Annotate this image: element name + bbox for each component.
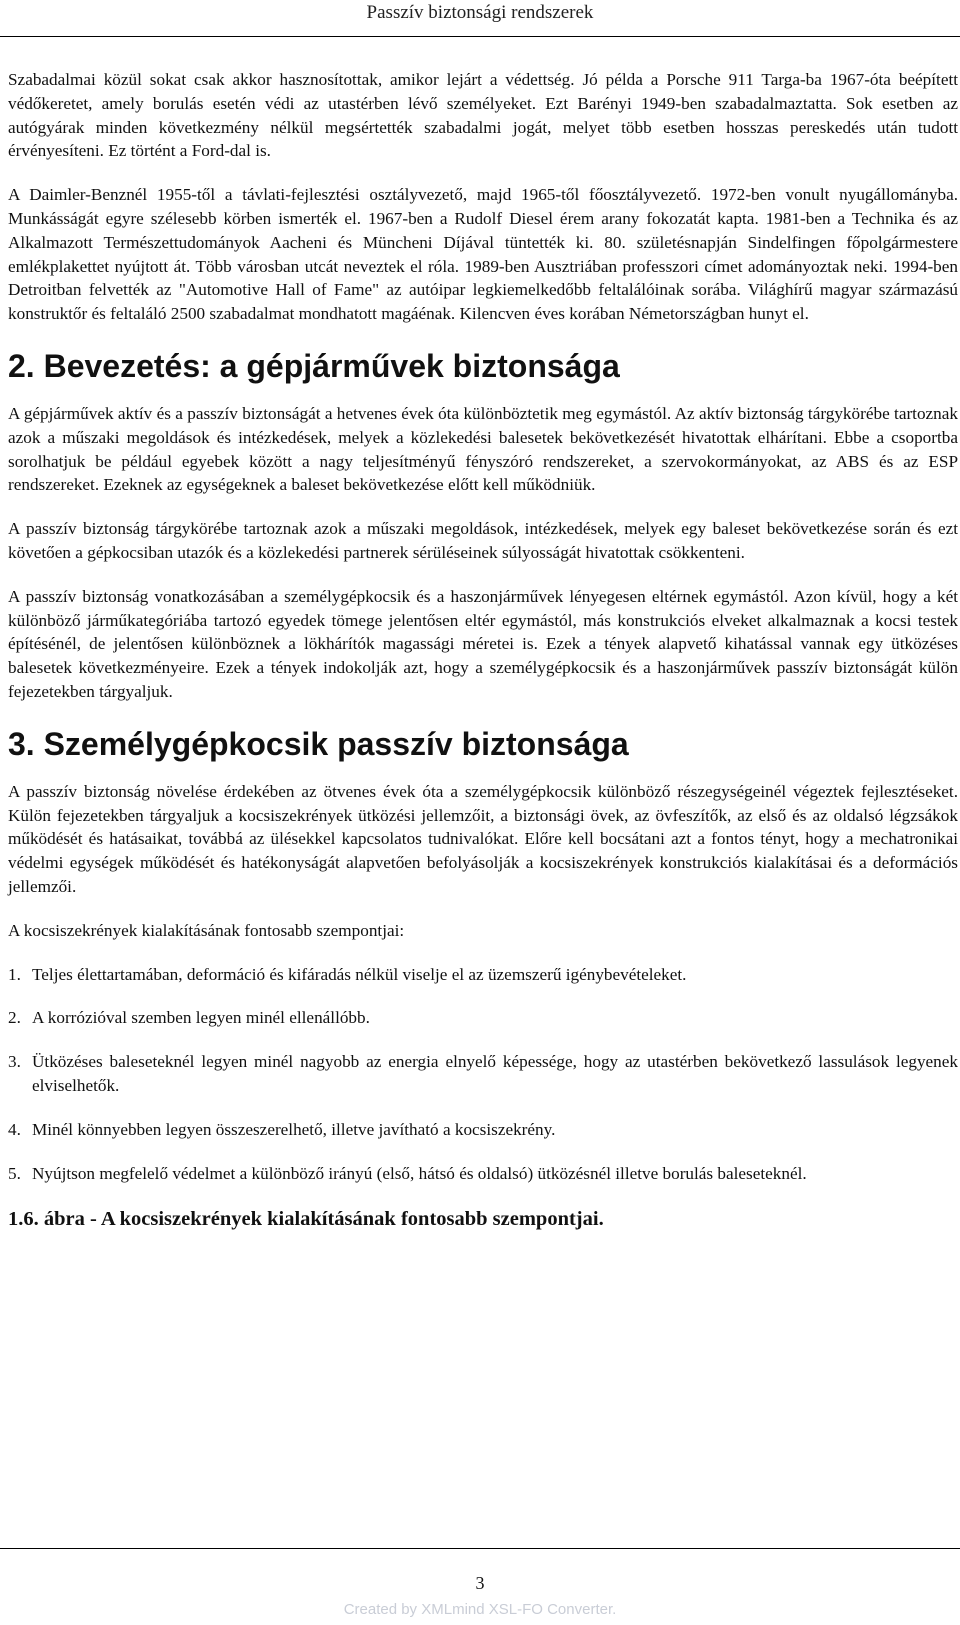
list-item-text: A korrózióval szemben legyen minél ellenállóbb. [32, 1008, 370, 1028]
running-header: Passzív biztonsági rendszerek [366, 2, 594, 23]
watermark-brand-link[interactable]: XMLmind XSL-FO Converter [421, 1601, 613, 1618]
list-item [8, 963, 958, 987]
page-content [8, 68, 958, 1233]
list-item [8, 1162, 958, 1186]
watermark-suffix: . [612, 1601, 617, 1618]
section-2-heading: 2. Bevezetés: a gépjárművek biztonsága [8, 347, 620, 384]
list-item-number: 2. [8, 1008, 21, 1028]
list-item-number: 4. [8, 1119, 21, 1139]
list-item-number: 5. [8, 1163, 21, 1183]
list-item-text: Nyújtson megfelelő védelmet a különböző irányú (első, hátsó és oldalsó) ütközésnél illetve borulás baleseteknél. [32, 1163, 807, 1183]
page-number: 3 [475, 1573, 485, 1593]
intro-paragraph-2: A Daimler-Benznél 1955-től a távlati-fejlesztési osztályvezető, majd 1965-től főosztályvezető. 1972-ben vonult nyugállományba. Munkásságát egyre szélesebb körben ismerték el. 1967-ben a Rudolf Diesel érem arany fokozatát kapta. 1981-ben a Technika és az Alkalmazott Természettudományok Aacheni és Müncheni Díjával tüntették ki. 80. születésnapján Sindelfingen főpolgármestere emlékplakettet nyújtott át. Több városban utcát neveztek el róla. 1989-ben Ausztriában professzori címet adományoztak neki. 1994-ben Detroitban felvették az "Automotive Hall of Fame" az autóipar legkiemelkedőbb feltalálóinak sorába. Világhírű magyar származású konstruktőr és feltaláló 2500 szabadalmat mondhatott magáénak. Kilencven éves korában Németországban hunyt el. [8, 185, 958, 324]
list-item [8, 1050, 958, 1098]
requirements-list [8, 963, 958, 1186]
section-2-paragraph-3: A passzív biztonság vonatkozásában a személygépkocsik és a haszonjárművek lényegesen eltérnek egymástól. Azon kívül, hogy a két különböző járműkategóriába tartozó egyedek tömege jelentősen eltér egymástól, más konstrukciós elveket alkalmaznak a kocsi testek építésénél, de jelentősen különböznek a lökhárítók magassági méretei is. Ezek a tények alapvető kihatással vannak egy ütközéses balesetek következményeire. Ezek a tények indokolják azt, hogy a személygépkocsik és a haszonjárművek passzív biztonságát külön fejezetekben tárgyaljuk. [8, 586, 958, 701]
section-3-heading: 3. Személygépkocsik passzív biztonsága [8, 725, 629, 762]
figure-caption: 1.6. ábra - A kocsiszekrények kialakításának fontosabb szempontjai. [8, 1208, 604, 1231]
list-item [8, 1006, 958, 1030]
list-item-text: Teljes élettartamában, deformáció és kifáradás nélkül viselje el az üzemszerű igénybevételeket. [32, 964, 687, 984]
section-2-paragraph-2: A passzív biztonság tárgykörébe tartoznak azok a műszaki megoldások, intézkedések, melyek egy baleset bekövetkezése során és ezt követően a gépkocsiban utazók és a közlekedési partnerek sérüléseinek súlyosságát hivatottak csökkenteni. [8, 519, 958, 562]
intro-paragraph-1: Szabadalmai közül sokat csak akkor hasznosítottak, amikor lejárt a védettség. Jó példa a Porsche 911 Targa-ba 1967-óta beépített védőkeretet, amely borulás esetén védi az utastérben lévő személyeket. Ezt Barényi 1949-ben szabadalmaztatta. Sok esetben az autógyárak minden következmény nélkül megsértették szabadalmi jogát, melyet több esetben hosszas pereskedés után tudott érvényesíteni. Ez történt a Ford-dal is. [8, 70, 958, 161]
section-3-paragraph-1: A passzív biztonság növelése érdekében az ötvenes évek óta a személygépkocsik különböző részegységeinél végeztek fejlesztéseket. Külön fejezetekben tárgyaljuk a kocsiszekrények ütközési jellemzőit, a biztonsági övek, az övfeszítők, az első és az oldalsó légzsákok működését és hatásaikat, továbbá az ülésekkel kapcsolatos tudnivalókat. Előre kell bocsátani azt a fontos tényt, hogy a mechatronikai védelmi egységek működését és hatékonyságát alapvetően befolyásolják a kocsiszekrények konstrukciós kialakításai és a deformációs jellemzői. [8, 781, 958, 896]
list-item [8, 1118, 958, 1142]
list-item-number: 1. [8, 964, 21, 984]
section-2-paragraph-1: A gépjárművek aktív és a passzív biztonságát a hetvenes évek óta különböztetik meg egymástól. Az aktív biztonság tárgykörébe tartoznak azok a műszaki megoldások és intézkedések, melyek a közlekedési balesetek bekövetkezését hivatottak elhárítani. Ebbe a csoportba sorolhatjuk be például egyebek között a nagy teljesítményű fényszóró rendszereket, a szervokormányokat, az ABS és az ESP rendszereket. Ezeknek az egységeknek a baleset bekövetkezése előtt kell működniük. [8, 403, 958, 495]
footer-rule [0, 1548, 960, 1549]
list-item-number: 3. [8, 1052, 21, 1072]
list-item-text: Minél könnyebben legyen összeszerelhető, illetve javítható a kocsiszekrény. [32, 1119, 556, 1139]
header-rule [0, 36, 960, 37]
list-item-text: Ütközéses baleseteknél legyen minél nagyobb az energia elnyelő képessége, hogy az utastérben bekövetkező lassulások legyenek elviselhetők. [32, 1052, 958, 1095]
watermark-prefix: Created by [343, 1601, 422, 1618]
converter-watermark [0, 1600, 960, 1620]
section-3-paragraph-2: A kocsiszekrények kialakításának fontosabb szempontjai: [8, 920, 405, 940]
